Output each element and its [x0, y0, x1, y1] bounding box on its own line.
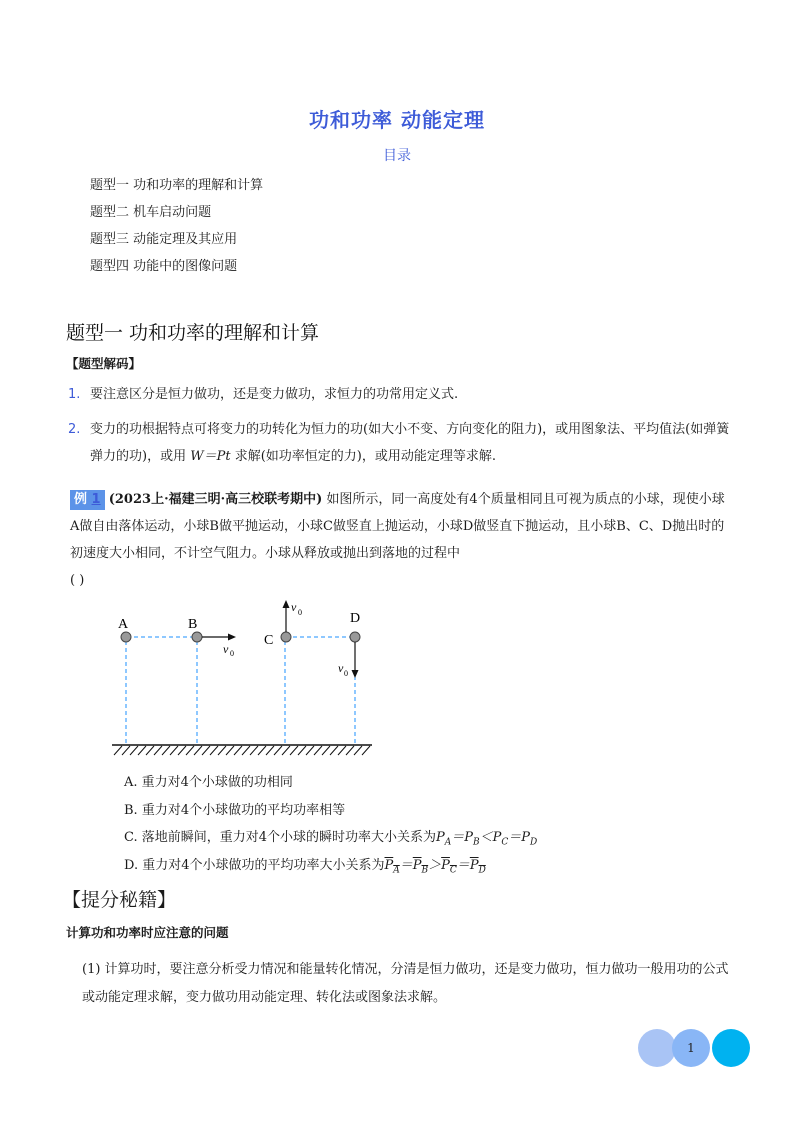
example-source: (2023上·福建三明·高三校联考期中) — [108, 492, 323, 507]
ball-c — [281, 632, 291, 642]
point-text: 求解(如功率恒定的力)，或用动能定理等求解. — [230, 449, 496, 464]
v0-subscript: 0 — [344, 669, 348, 678]
point-text: 要注意区分是恒力做功，还是变力做功，求恒力的功常用定义式. — [90, 387, 459, 402]
label-d: D — [350, 611, 361, 626]
arrowhead — [352, 670, 359, 678]
decode-heading: 【题型解码】 — [66, 356, 142, 371]
toc-item[interactable]: 题型四 功能中的图像问题 — [90, 259, 238, 274]
option-d[interactable]: D. 重力对4个小球做功的平均功率大小关系为$P_A=P_B>P_C=P_D$ — [124, 858, 486, 876]
v0-label: v — [223, 642, 229, 656]
label-c: C — [264, 633, 274, 648]
tips-subheading: 计算功和功率时应注意的问题 — [66, 925, 229, 940]
v0-subscript: 0 — [298, 608, 302, 617]
example-text: 如图所示，同一高度处有4个质量相同且可视为质点的小球，现使小球A做自由落体运动，小球B做平抛运动，小球C做竖直上抛运动，小球D做竖直下抛运动，且小球B、C、D抛出时的初速度大小相同，不计空气阻力。小球从释放或抛出到落地的过程中 — [70, 492, 725, 561]
arrowhead — [283, 600, 290, 608]
page-decoration-circle — [638, 1029, 676, 1067]
formula: $P_A=P_B<P_C=P_D$ — [436, 830, 538, 848]
option-b[interactable]: B. 重力对4个小球做功的平均功率相等 — [124, 803, 346, 818]
section-title: 题型一 功和功率的理解和计算 — [66, 322, 320, 344]
ground-hatching — [114, 746, 370, 755]
option-a[interactable]: A. 重力对4个小球做的功相同 — [124, 775, 293, 790]
option-c[interactable]: C. 落地前瞬间，重力对4个小球的瞬时功率大小关系为$P_A=P_B<P_C=P_D$ — [124, 830, 538, 848]
formula: W＝Pt — [190, 449, 231, 464]
example-tag: 例 1 — [70, 490, 105, 510]
example-number: 1 — [91, 492, 101, 507]
point-number: 1. — [68, 387, 81, 402]
motion-diagram — [110, 596, 380, 758]
label-a: A — [118, 617, 129, 632]
ball-b — [192, 632, 202, 642]
v0-label: v — [291, 600, 297, 614]
toc-heading: 目录 — [383, 148, 411, 164]
point-text: 变力的功根据特点可将变力的功转化为恒力的功(如大小不变、方向变化的阻力)，或用图象法、平均值法(如弹簧弹力的功)，或用 — [90, 422, 730, 464]
tips-heading: 【提分秘籍】 — [62, 889, 177, 911]
toc-item[interactable]: 题型一 功和功率的理解和计算 — [90, 178, 264, 193]
label-b: B — [188, 617, 198, 632]
formula: $P_A=P_B>P_C=P_D$ — [384, 858, 486, 876]
v0-subscript: 0 — [230, 649, 234, 658]
document-title: 功和功率 动能定理 — [309, 108, 485, 132]
decode-point — [68, 381, 738, 408]
v0-label: v — [338, 661, 344, 675]
example-question — [70, 486, 732, 594]
table-of-contents — [90, 176, 263, 284]
ball-d — [350, 632, 360, 642]
decode-point — [68, 416, 738, 470]
tips-paragraph: (1) 计算功时，要注意分析受力情况和能量转化情况，分清是恒力做功，还是变力做功，恒力做功一般用功的公式或动能定理求解，变力做功用动能定理、转化法或图象法求解。 — [82, 962, 729, 1005]
arrowhead — [228, 634, 236, 641]
page-number: 1 — [672, 1029, 710, 1067]
page-decoration-circle — [712, 1029, 750, 1067]
toc-item[interactable]: 题型三 动能定理及其应用 — [90, 232, 238, 247]
point-number: 2. — [68, 422, 81, 437]
ball-a — [121, 632, 131, 642]
answer-blank: ( ) — [70, 573, 85, 588]
toc-item[interactable]: 题型二 机车启动问题 — [90, 205, 212, 220]
